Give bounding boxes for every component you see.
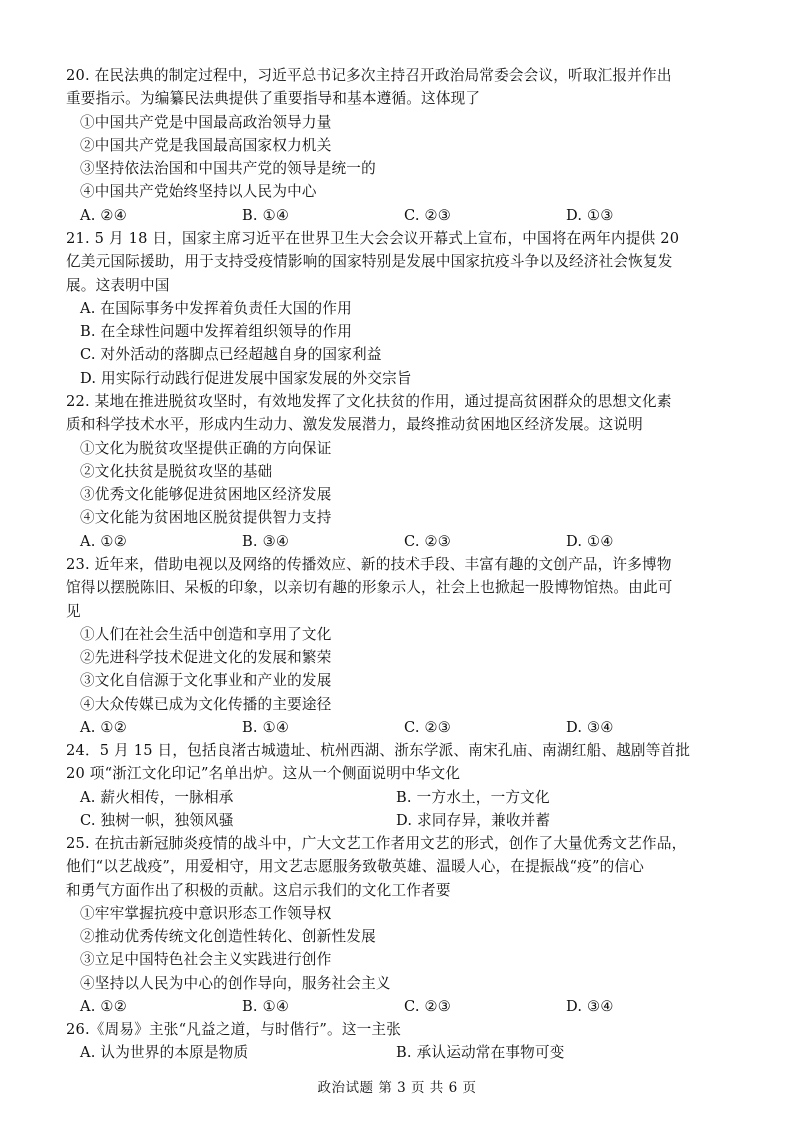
choice-d: D. ③④ <box>566 998 614 1016</box>
question-stem: 23. 近年来，借助电视以及网络的传播效应、新的技术手段、丰富有趣的文创产品，许多博物 <box>66 556 672 573</box>
question-stem: 馆得以摆脱陈旧、呆板的印象，以亲切有趣的形象示人，社会上也掀起一股博物馆热。由此可 <box>66 579 673 597</box>
question-20 <box>66 64 730 227</box>
choice-a: A. ②④ <box>80 206 127 224</box>
question-stem: 22. 某地在推进脱贫攻坚时，有效地发挥了文化扶贫的作用，通过提高贫困群众的思想文化素 <box>66 393 672 410</box>
option-c: C. 对外活动的落脚点已经超越自身的国家利益 <box>80 346 382 364</box>
question-stem: 质和科学技术水平，形成内生动力、激发发展潜力，最终推动贫困地区经济发展。这说明 <box>66 416 643 434</box>
choice-a: A. 薪火相传，一脉相承 <box>80 788 234 806</box>
choice-c: C. ②③ <box>404 998 452 1016</box>
choice-b: B. ①④ <box>242 206 290 224</box>
answer-choices <box>66 809 730 832</box>
question-stem: 24．5 月 15 日，包括良渚古城遗址、杭州西湖、浙东学派、南宋孔庙、南湖红船、越剧等首批 <box>66 742 691 759</box>
question-23 <box>66 553 730 739</box>
statement: ②中国共产党是我国最高国家权力机关 <box>80 136 332 154</box>
choice-a: A. ①② <box>80 532 127 550</box>
question-stem: 和勇气方面作出了积极的贡献。这启示我们的文化工作者要 <box>66 881 451 899</box>
statement: ①文化为脱贫攻坚提供正确的方向保证 <box>80 439 332 457</box>
question-24 <box>66 739 730 832</box>
choice-b: B. ①④ <box>242 998 290 1016</box>
choice-d: D. ③④ <box>566 719 614 737</box>
choice-c: C. ②③ <box>404 532 452 550</box>
statement: ③坚持依法治国和中国共产党的领导是统一的 <box>80 160 376 178</box>
question-stem: 20. 在民法典的制定过程中，习近平总书记多次主持召开政治局常委会会议，听取汇报并作出 <box>66 67 672 84</box>
statement: ④大众传媒已成为文化传播的主要途径 <box>80 695 332 713</box>
statement: ④坚持以人民为中心的创作导向，服务社会主义 <box>80 974 391 992</box>
statement: ①中国共产党是中国最高政治领导力量 <box>80 113 332 131</box>
question-26 <box>66 1018 730 1065</box>
statement: ①牢牢掌握抗疫中意识形态工作领导权 <box>80 904 332 922</box>
question-stem: 他们“以艺战疫”，用爱相守，用文艺志愿服务致敬英雄、温暖人心，在提振战“疫”的信心 <box>66 858 645 876</box>
statement: ③文化自信源于文化事业和产业的发展 <box>80 672 332 690</box>
statement: ④文化能为贫困地区脱贫提供智力支持 <box>80 509 332 527</box>
option-b: B. 在全球性问题中发挥着组织领导的作用 <box>80 323 353 341</box>
question-stem: 25. 在抗击新冠肺炎疫情的战斗中，广大文艺工作者用文艺的形式，创作了大量优秀文艺作品， <box>66 835 687 852</box>
answer-choices <box>66 786 730 809</box>
choice-c: C. 独树一帜，独领风骚 <box>80 811 234 829</box>
answer-choices <box>66 995 730 1018</box>
answer-choices <box>66 716 730 739</box>
choice-a: A. ①② <box>80 998 127 1016</box>
option-d: D. 用实际行动践行促进发展中国家发展的外交宗旨 <box>80 369 412 387</box>
question-22 <box>66 390 730 553</box>
question-25 <box>66 832 730 1018</box>
statement: ④中国共产党始终坚持以人民为中心 <box>80 183 317 201</box>
choice-c: C. ②③ <box>404 206 452 224</box>
question-stem: 见 <box>66 602 81 620</box>
choice-b: B. 一方水土，一方文化 <box>396 788 550 806</box>
question-stem: 21. 5 月 18 日，国家主席习近平在世界卫生大会会议开幕式上宣布，中国将在两年内提供 20 <box>66 230 680 247</box>
answer-choices <box>66 1041 730 1064</box>
answer-choices <box>66 530 730 553</box>
choice-c: C. ②③ <box>404 719 452 737</box>
question-stem: 重要指示。为编纂民法典提供了重要指导和基本遵循。这体现了 <box>66 90 481 108</box>
choice-b: B. ③④ <box>242 532 290 550</box>
statement: ②先进科学技术促进文化的发展和繁荣 <box>80 649 332 667</box>
choice-a: A. ①② <box>80 719 127 737</box>
statement: ②推动优秀传统文化创造性转化、创新性发展 <box>80 928 376 946</box>
choice-b: B. ①④ <box>242 719 290 737</box>
question-stem: 26.《周易》主张“凡益之道，与时偕行”。这一主张 <box>66 1021 402 1038</box>
statement: ③立足中国特色社会主义实践进行创作 <box>80 951 332 969</box>
choice-a: A. 认为世界的本原是物质 <box>80 1044 249 1062</box>
choice-d: D. ①③ <box>566 206 614 224</box>
page-footer: 政治试题 第 3 页 共 6 页 <box>317 1080 477 1096</box>
question-stem: 20 项“浙江文化印记”名单出炉。这从一个侧面说明中华文化 <box>66 765 461 783</box>
question-stem: 展。这表明中国 <box>66 276 170 294</box>
choice-b: B. 承认运动常在事物可变 <box>396 1044 565 1062</box>
option-a: A. 在国际事务中发挥着负责任大国的作用 <box>80 299 352 317</box>
choice-d: D. ①④ <box>566 532 614 550</box>
statement: ③优秀文化能够促进贫困地区经济发展 <box>80 486 332 504</box>
statement: ②文化扶贫是脱贫攻坚的基础 <box>80 462 273 480</box>
question-21 <box>66 227 730 390</box>
answer-choices <box>66 204 730 227</box>
statement: ①人们在社会生活中创造和享用了文化 <box>80 625 332 643</box>
question-stem: 亿美元国际援助，用于支持受疫情影响的国家特别是发展中国家抗疫斗争以及经济社会恢复发 <box>66 253 673 271</box>
choice-d: D. 求同存异，兼收并蓄 <box>396 811 551 829</box>
